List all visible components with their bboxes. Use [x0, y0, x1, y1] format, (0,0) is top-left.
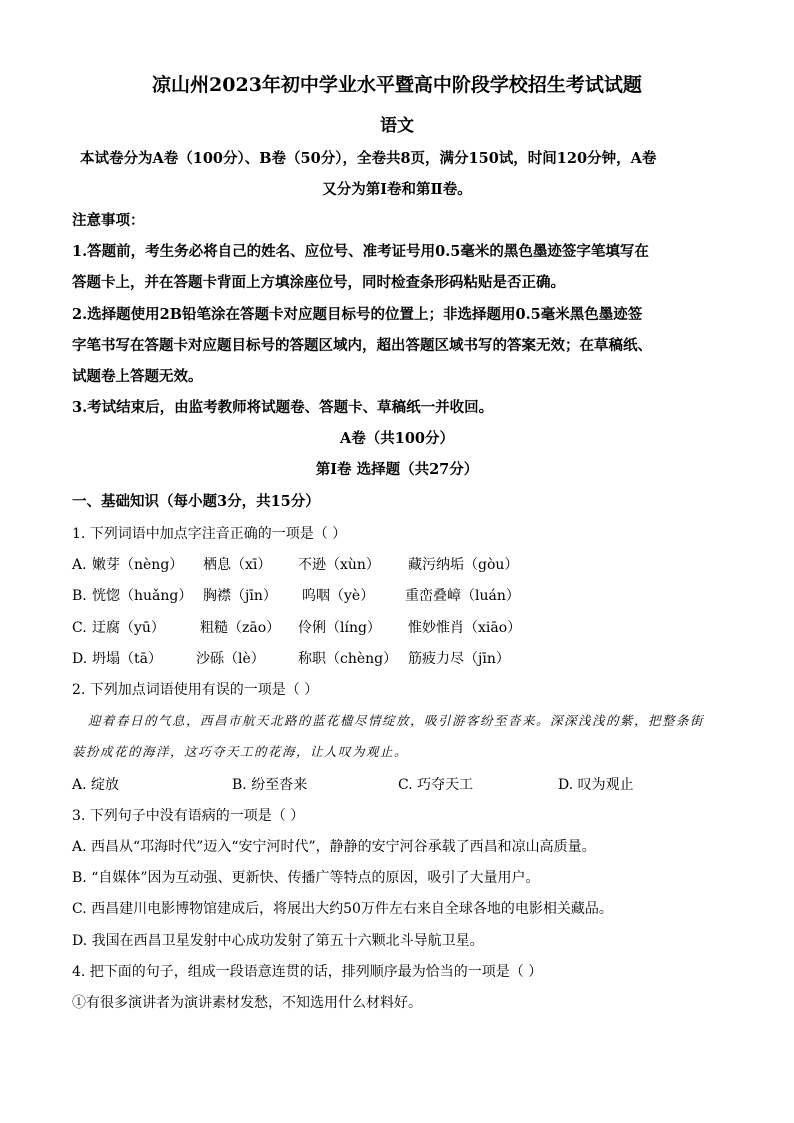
q4-sentence-1: ①有很多演讲者为演讲素材发愁，不知选用什么材料好。 [72, 995, 422, 1011]
note-2-line-2: 字笔书写在答题卡对应题目标号的答题区域内，超出答题区域书写的答案无效；在草稿纸、 [72, 337, 652, 354]
q3-option-b: B. “自媒体”因为互动强、更新快、传播广等特点的原因，吸引了大量用户。 [72, 870, 540, 886]
q1-option-b-item-3: 呜咽（yè） [302, 588, 375, 604]
q1-option-d-item-3: 称职（chèng） [298, 651, 398, 667]
q2-option-b: B. 纷至沓来 [232, 777, 308, 793]
q1-option-d-item-1: 坍塌（tā） [92, 651, 162, 667]
q2-stem: 2. 下列加点词语使用有误的一项是（ ） [72, 682, 319, 698]
intro-line-1: 本试卷分为A卷（100分）、B卷（50分），全卷共8页，满分150试，时间120分钟，A卷 [80, 150, 657, 167]
q1-option-b-item-4: 重峦叠嶂（luán） [405, 588, 520, 604]
note-2-line-1: 2.选择题使用2B铅笔涂在答题卡对应题目标号的位置上；非选择题用0.5毫米黑色墨迹签 [72, 306, 643, 323]
intro-line-2: 又分为第Ⅰ卷和第Ⅱ卷。 [322, 181, 472, 198]
q3-option-c: C. 西昌建川电影博物馆建成后，将展出大约50万件左右来自全球各地的电影相关藏品。 [72, 901, 613, 917]
q1-option-d-label: D. [72, 651, 88, 667]
q3-option-d: D. 我国在西昌卫星发射中心成功发射了第五十六颗北斗导航卫星。 [72, 933, 484, 949]
q1-option-c-item-1: 迂腐（yū） [92, 620, 165, 636]
q1-option-a-item-2: 栖息（xī） [203, 557, 272, 573]
a-section-title: A卷（共100分） [339, 430, 455, 447]
q2-option-c: C. 巧夺天工 [398, 777, 474, 793]
q3-option-a: A. 西昌从“邛海时代”迈入“安宁河时代”，静静的安宁河谷承载了西昌和凉山高质量。 [72, 839, 596, 855]
basic-knowledge-heading: 一、基础知识（每小题3分，共15分） [72, 493, 320, 510]
notes-heading: 注意事项： [72, 212, 145, 229]
q1-option-c-label: C. [72, 620, 87, 636]
q1-option-a-item-3: 不逊（xùn） [298, 557, 380, 573]
q1-option-c-item-3: 伶俐（líng） [298, 620, 381, 636]
q1-option-c-item-2: 粗糙（zāo） [200, 620, 281, 636]
q1-option-a-item-4: 藏污纳垢（gòu） [408, 557, 519, 573]
q3-stem: 3. 下列句子中没有语病的一项是（ ） [72, 808, 305, 824]
q1-option-b-item-2: 胸襟（jīn） [203, 588, 277, 604]
q4-stem: 4. 把下面的句子，组成一段语意连贯的话，排列顺序最为恰当的一项是（ ） [72, 964, 543, 980]
q1-option-a-item-1: 嫩芽（nèng） [92, 557, 184, 573]
q1-option-a-label: A. [72, 557, 87, 573]
q2-option-a: A. 绽放 [72, 777, 120, 793]
q1-option-d-item-2: 沙砾（lè） [196, 651, 265, 667]
q1-option-b-item-1: 恍惚（huǎng） [92, 588, 193, 604]
q2-passage-line-2: 装扮成花的海洋，这巧夺天工的花海，让人叹为观止。 [72, 744, 409, 759]
exam-title: 凉山州2023年初中学业水平暨高中阶段学校招生考试试题 [152, 74, 642, 96]
note-1-line-2: 答题卡上，并在答题卡背面上方填涂座位号，同时检查条形码粘贴是否正确。 [72, 274, 565, 291]
q1-option-d-item-4: 筋疲力尽（jīn） [408, 651, 510, 667]
note-3: 3.考试结束后，由监考教师将试题卷、答题卡、草稿纸一并收回。 [72, 399, 494, 416]
q2-option-d: D. 叹为观止 [558, 777, 634, 793]
subject-title: 语文 [380, 116, 414, 136]
part1-title: 第Ⅰ卷 选择题（共27分） [315, 461, 479, 478]
q1-option-b-label: B. [72, 588, 87, 604]
note-2-line-3: 试题卷上答题无效。 [72, 368, 203, 385]
q2-passage-line-1: 迎着春日的气息，西昌市航天北路的蓝花楹尽情绽放，吸引游客纷至沓来。深深浅浅的紫，把整条街 [88, 713, 705, 728]
q1-stem: 1. 下列词语中加点字注音正确的一项是（ ） [72, 526, 347, 542]
note-1-line-1: 1.答题前，考生务必将自己的姓名、应位号、准考证号用0.5毫米的黑色墨迹签字笔填写在 [72, 243, 649, 260]
q1-option-c-item-4: 惟妙惟肖（xiāo） [408, 620, 522, 636]
